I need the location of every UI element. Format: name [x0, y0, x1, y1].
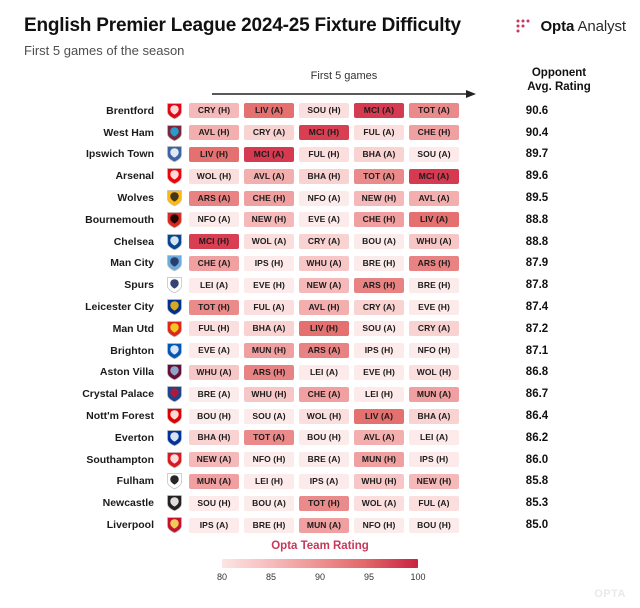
- fixture-cell: AVL (A): [409, 191, 459, 206]
- table-row: [0, 274, 640, 296]
- fixture-cells: [186, 430, 462, 445]
- fixture-cell: LEI (A): [299, 365, 349, 380]
- fixture-cell: NFO (H): [244, 452, 294, 467]
- fixture-cell: FUL (A): [409, 496, 459, 511]
- team-crest-icon: [162, 145, 186, 163]
- fixture-cell: WHU (H): [354, 474, 404, 489]
- fixture-cell: ARS (H): [354, 278, 404, 293]
- fixture-cell: NFO (H): [409, 343, 459, 358]
- team-name: Chelsea: [113, 235, 154, 248]
- fixture-cell: IPS (H): [354, 343, 404, 358]
- team-name: Newcastle: [102, 497, 154, 510]
- fixture-cell: SOU (A): [354, 321, 404, 336]
- fixture-cells: [186, 518, 462, 533]
- direction-arrow-icon: [206, 86, 482, 96]
- fixture-cell: ARS (A): [189, 191, 239, 206]
- table-row: [0, 100, 640, 122]
- fixture-cell: TOT (H): [299, 496, 349, 511]
- fixture-cell: NEW (H): [409, 474, 459, 489]
- fixture-cells: [186, 191, 462, 206]
- fixture-cell: WOL (A): [354, 496, 404, 511]
- fixture-cell: TOT (H): [189, 300, 239, 315]
- first-five-games-label: First 5 games: [310, 70, 378, 82]
- team-crest-icon: [162, 516, 186, 534]
- fixture-cell: CHE (H): [244, 191, 294, 206]
- fixture-cell: FUL (H): [299, 147, 349, 162]
- legend-ticks: [216, 572, 426, 584]
- fixture-cell: LIV (A): [244, 103, 294, 118]
- fixture-cell: MUN (A): [189, 474, 239, 489]
- legend-tick: 80: [216, 572, 228, 582]
- fixture-cell: SOU (A): [244, 409, 294, 424]
- fixture-cells: [186, 300, 462, 315]
- fixture-cell: CRY (A): [354, 300, 404, 315]
- page-subtitle: First 5 games of the season: [24, 43, 185, 58]
- team-name: Southampton: [86, 453, 154, 466]
- fixture-cell: SOU (H): [189, 496, 239, 511]
- opponent-rating-header: [484, 66, 634, 94]
- fixture-cell: MCI (A): [409, 169, 459, 184]
- fixture-cell: CHE (H): [354, 212, 404, 227]
- fixture-cell: MUN (A): [409, 387, 459, 402]
- team-name: Arsenal: [115, 170, 154, 183]
- fixture-cell: BHA (A): [409, 409, 459, 424]
- fixture-cell: MCI (H): [299, 125, 349, 140]
- team-name: West Ham: [103, 126, 154, 139]
- team-name: Aston Villa: [99, 366, 154, 379]
- table-row: [0, 122, 640, 144]
- fixture-cells: [186, 147, 462, 162]
- fixture-cell: NFO (H): [354, 518, 404, 533]
- opponent-avg-rating: 90.4: [525, 126, 549, 139]
- table-row: [0, 449, 640, 471]
- fixture-cells: [186, 387, 462, 402]
- fixture-cells: [186, 321, 462, 336]
- brand-analyst: Analyst: [574, 17, 626, 35]
- team-name: Man City: [110, 257, 154, 270]
- opponent-avg-rating: 89.5: [525, 192, 549, 205]
- fixture-cell: LEI (A): [189, 278, 239, 293]
- legend-tick: 85: [265, 572, 277, 582]
- opponent-avg-rating: 89.7: [525, 148, 549, 161]
- table-row: [0, 471, 640, 493]
- team-name: Nott'm Forest: [86, 410, 154, 423]
- team-crest-icon: [162, 320, 186, 338]
- opponent-avg-rating: 90.6: [525, 104, 549, 117]
- team-name: Everton: [114, 431, 154, 444]
- opponent-avg-rating: 86.4: [525, 410, 549, 423]
- fixture-cell: BOU (H): [189, 409, 239, 424]
- fixture-cells: [186, 343, 462, 358]
- opponent-avg-rating: 85.8: [525, 475, 549, 488]
- opta-mark-icon: [514, 16, 534, 36]
- fixture-cell: BOU (A): [354, 234, 404, 249]
- fixture-cell: IPS (H): [244, 256, 294, 271]
- fixture-cell: IPS (H): [409, 452, 459, 467]
- fixture-cell: TOT (A): [354, 169, 404, 184]
- table-row: [0, 253, 640, 275]
- fixture-cells: [186, 278, 462, 293]
- fixture-cell: EVE (A): [189, 343, 239, 358]
- opponent-avg-rating: 88.8: [525, 235, 549, 248]
- fixture-cell: MCI (A): [244, 147, 294, 162]
- opta-analyst-logo: [514, 16, 626, 36]
- fixture-cells: [186, 103, 462, 118]
- table-row: [0, 165, 640, 187]
- team-crest-icon: [162, 342, 186, 360]
- legend-color-bar: [222, 559, 418, 568]
- fixture-cell: FUL (A): [244, 300, 294, 315]
- fixture-cell: ARS (A): [299, 343, 349, 358]
- opponent-avg-rating: 86.0: [525, 453, 549, 466]
- fixture-cells: [186, 409, 462, 424]
- opponent-avg-rating: 88.8: [525, 213, 549, 226]
- fixture-cell: MCI (H): [189, 234, 239, 249]
- fixture-cell: BHA (H): [189, 430, 239, 445]
- fixture-cells: [186, 125, 462, 140]
- team-name: Ipswich Town: [85, 148, 154, 161]
- table-row: [0, 340, 640, 362]
- fixture-cell: ARS (H): [409, 256, 459, 271]
- team-crest-icon: [162, 385, 186, 403]
- fixture-cell: WOL (H): [189, 169, 239, 184]
- table-row: [0, 231, 640, 253]
- fixture-cell: EVE (A): [299, 212, 349, 227]
- fixture-cells: [186, 452, 462, 467]
- table-row: [0, 514, 640, 536]
- fixture-cell: CRY (H): [189, 103, 239, 118]
- team-crest-icon: [162, 451, 186, 469]
- team-crest-icon: [162, 363, 186, 381]
- legend-tick: 100: [410, 572, 426, 582]
- fixture-cell: NEW (H): [244, 212, 294, 227]
- fixture-cell: WHU (A): [409, 234, 459, 249]
- fixture-cell: NFO (A): [299, 191, 349, 206]
- team-crest-icon: [162, 233, 186, 251]
- fixture-cell: BHA (H): [299, 169, 349, 184]
- fixture-cell: AVL (H): [299, 300, 349, 315]
- fixture-cells: [186, 496, 462, 511]
- fixture-difficulty-table: [0, 100, 640, 536]
- team-name: Man Utd: [112, 322, 154, 335]
- fixture-cell: AVL (A): [244, 169, 294, 184]
- table-row: [0, 144, 640, 166]
- fixture-cell: CRY (A): [409, 321, 459, 336]
- opponent-avg-rating: 87.8: [525, 279, 549, 292]
- opponent-avg-rating: 85.0: [525, 519, 549, 532]
- fixture-cell: FUL (A): [354, 125, 404, 140]
- fixture-cell: WOL (A): [244, 234, 294, 249]
- fixture-cell: LIV (H): [299, 321, 349, 336]
- opponent-avg-rating: 89.6: [525, 170, 549, 183]
- legend: [0, 540, 640, 584]
- fixture-cell: MUN (H): [244, 343, 294, 358]
- table-row: [0, 383, 640, 405]
- fixture-cell: BRE (H): [354, 256, 404, 271]
- fixture-cell: NFO (A): [189, 212, 239, 227]
- fixture-cell: BHA (A): [244, 321, 294, 336]
- legend-title: Opta Team Rating: [271, 540, 369, 552]
- opponent-avg-rating: 87.9: [525, 257, 549, 270]
- fixture-cell: CHE (A): [189, 256, 239, 271]
- team-crest-icon: [162, 429, 186, 447]
- fixture-cell: LEI (H): [244, 474, 294, 489]
- fixture-cells: [186, 212, 462, 227]
- team-crest-icon: [162, 472, 186, 490]
- opponent-avg-rating: 87.2: [525, 322, 549, 335]
- team-name: Liverpool: [106, 519, 154, 532]
- fixture-cell: WHU (A): [299, 256, 349, 271]
- fixture-cell: SOU (A): [409, 147, 459, 162]
- fixture-cells: [186, 169, 462, 184]
- fixture-cell: TOT (A): [244, 430, 294, 445]
- fixture-cell: LIV (H): [189, 147, 239, 162]
- table-row: [0, 405, 640, 427]
- fixture-cell: CHE (A): [299, 387, 349, 402]
- team-crest-icon: [162, 211, 186, 229]
- fixture-cell: LEI (H): [354, 387, 404, 402]
- table-row: [0, 296, 640, 318]
- fixture-cell: EVE (H): [244, 278, 294, 293]
- fixture-cell: EVE (H): [409, 300, 459, 315]
- fixture-cell: BOU (A): [244, 496, 294, 511]
- watermark: OPTA: [594, 588, 626, 600]
- fixture-cells: [186, 474, 462, 489]
- team-name: Fulham: [116, 475, 154, 488]
- table-row: [0, 318, 640, 340]
- team-crest-icon: [162, 254, 186, 272]
- fixture-cell: BRE (H): [244, 518, 294, 533]
- fixture-cell: MCI (A): [354, 103, 404, 118]
- fixture-cell: ARS (H): [244, 365, 294, 380]
- fixture-cell: BOU (H): [409, 518, 459, 533]
- opponent-rating-line1: Opponent: [531, 67, 587, 79]
- table-row: [0, 187, 640, 209]
- opponent-avg-rating: 86.8: [525, 366, 549, 379]
- fixture-cell: WHU (H): [244, 387, 294, 402]
- team-name: Brighton: [110, 344, 154, 357]
- fixture-cell: WOL (H): [409, 365, 459, 380]
- fixture-cell: LIV (A): [354, 409, 404, 424]
- legend-tick: 95: [363, 572, 375, 582]
- fixture-cell: WHU (A): [189, 365, 239, 380]
- fixture-cell: CHE (H): [409, 125, 459, 140]
- team-crest-icon: [162, 298, 186, 316]
- table-row: [0, 492, 640, 514]
- team-name: Brentford: [106, 104, 154, 117]
- table-row: [0, 362, 640, 384]
- page-title: English Premier League 2024-25 Fixture Difficulty: [24, 15, 461, 36]
- fixture-cell: BRE (A): [189, 387, 239, 402]
- fixture-cell: BOU (H): [299, 430, 349, 445]
- opponent-avg-rating: 86.7: [525, 388, 549, 401]
- team-name: Wolves: [117, 192, 154, 205]
- team-name: Spurs: [124, 279, 154, 292]
- fixture-cell: BRE (A): [299, 452, 349, 467]
- table-row: [0, 427, 640, 449]
- fixture-cell: MUN (A): [299, 518, 349, 533]
- fixture-cell: CRY (A): [244, 125, 294, 140]
- fixture-cell: BHA (A): [354, 147, 404, 162]
- fixture-cell: SOU (H): [299, 103, 349, 118]
- team-crest-icon: [162, 494, 186, 512]
- team-name: Leicester City: [85, 301, 154, 314]
- fixture-cell: EVE (H): [354, 365, 404, 380]
- brand-opta: Opta: [540, 17, 575, 35]
- team-crest-icon: [162, 102, 186, 120]
- fixture-cell: LEI (A): [409, 430, 459, 445]
- fixture-cells: [186, 256, 462, 271]
- fixture-cell: AVL (H): [189, 125, 239, 140]
- fixture-cell: BRE (H): [409, 278, 459, 293]
- opponent-rating-line2: Avg. Rating: [527, 81, 591, 93]
- fixture-cell: TOT (A): [409, 103, 459, 118]
- team-crest-icon: [162, 189, 186, 207]
- fixture-cells: [186, 365, 462, 380]
- fixture-cell: MUN (H): [354, 452, 404, 467]
- fixture-cell: FUL (H): [189, 321, 239, 336]
- fixture-cell: IPS (A): [189, 518, 239, 533]
- team-name: Bournemouth: [85, 213, 154, 226]
- opponent-avg-rating: 86.2: [525, 431, 549, 444]
- team-crest-icon: [162, 276, 186, 294]
- team-crest-icon: [162, 124, 186, 142]
- fixture-cell: LIV (A): [409, 212, 459, 227]
- fixture-cell: WOL (H): [299, 409, 349, 424]
- team-crest-icon: [162, 167, 186, 185]
- fixture-cell: NEW (H): [354, 191, 404, 206]
- team-crest-icon: [162, 407, 186, 425]
- opponent-avg-rating: 85.3: [525, 497, 549, 510]
- opponent-avg-rating: 87.1: [525, 344, 549, 357]
- table-row: [0, 209, 640, 231]
- legend-tick: 90: [314, 572, 326, 582]
- opponent-avg-rating: 87.4: [525, 301, 549, 314]
- fixture-cells: [186, 234, 462, 249]
- fixture-cell: CRY (A): [299, 234, 349, 249]
- brand-label: [540, 18, 626, 35]
- fixture-cell: NEW (A): [189, 452, 239, 467]
- team-name: Crystal Palace: [82, 388, 154, 401]
- fixture-cell: AVL (A): [354, 430, 404, 445]
- fixture-cell: NEW (A): [299, 278, 349, 293]
- fixture-cell: IPS (A): [299, 474, 349, 489]
